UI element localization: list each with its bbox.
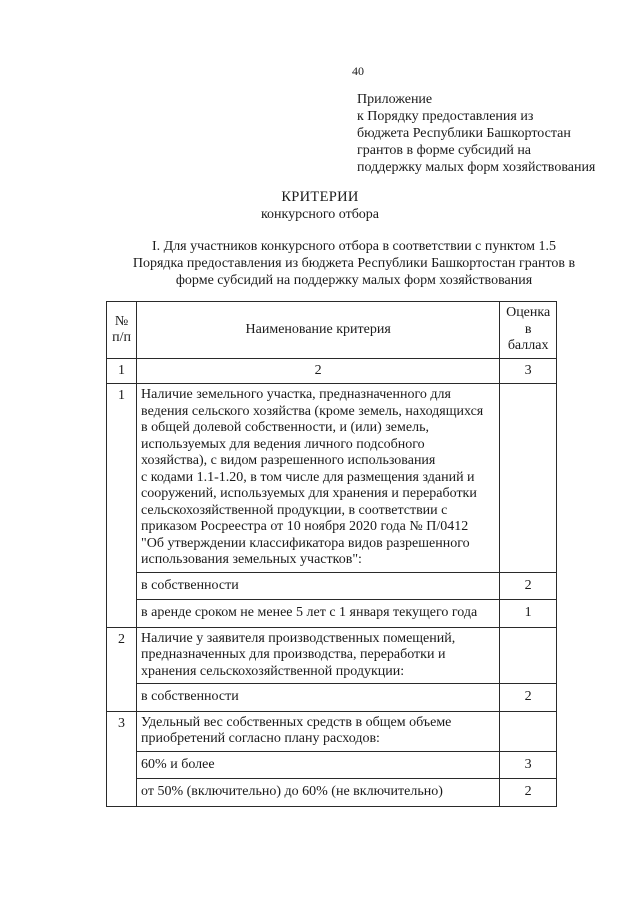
header-num [107, 302, 137, 359]
table-row [107, 572, 557, 600]
page-number: 40 [352, 64, 364, 78]
column-index: 3 [500, 358, 557, 384]
criterion-line: предназначенных для производства, переработки и [141, 647, 446, 662]
option-label: в собственности [137, 572, 500, 600]
option-label: от 50% (включительно) до 60% (не включительно) [137, 779, 500, 807]
header-name: Наименование критерия [137, 302, 500, 359]
criterion-line: сельскохозяйственной продукции, в соответствии с [141, 502, 448, 518]
criterion-line: "Об утверждении классификатора видов разрешенного [141, 535, 470, 551]
criterion-line: Наличие у заявителя производственных помещений, [141, 630, 456, 646]
criterion-line: приказом Росреестра от 10 ноября 2020 года № П/0412 [141, 519, 469, 534]
criterion-score-empty [500, 711, 557, 751]
table-row [107, 384, 557, 573]
criterion-line: хранения сельскохозяйственной продукции: [141, 663, 405, 679]
option-score: 2 [500, 572, 557, 600]
section-heading-line: Порядка предоставления из бюджета Республики Башкортостан грантов в [132, 256, 576, 271]
option-score: 1 [500, 600, 557, 628]
criterion-line: сооружений, используемых для хранения и переработки [141, 486, 477, 501]
column-index-row [107, 358, 557, 384]
option-label: 60% и более [137, 751, 500, 779]
header-num-line: п/п [112, 330, 131, 346]
criterion-number: 2 [107, 627, 137, 711]
appendix-line: к Порядку предоставления из [357, 109, 534, 124]
appendix-reference [357, 91, 595, 176]
header-score-line: баллах [507, 338, 549, 353]
document-subtitle: конкурсного отбора [260, 207, 380, 222]
criterion-line: хозяйства), с видом разрешенного использования [141, 453, 436, 468]
table-row [107, 751, 557, 779]
criterion-text [137, 711, 500, 751]
table-header-row [107, 302, 557, 359]
table-row [107, 684, 557, 712]
section-heading [116, 238, 592, 289]
option-score: 2 [500, 684, 557, 712]
criterion-number: 1 [107, 384, 137, 628]
table-row [107, 600, 557, 628]
criterion-number: 3 [107, 711, 137, 806]
appendix-line: грантов в форме субсидий на [357, 143, 532, 158]
criterion-line: приобретений согласно плану расходов: [141, 731, 380, 746]
criterion-line: Наличие земельного участка, предназначенного для [141, 387, 451, 402]
option-label: в аренде сроком не менее 5 лет с 1 января текущего года [137, 600, 500, 628]
column-index: 1 [107, 358, 137, 384]
table-row [107, 711, 557, 751]
section-heading-line: I. Для участников конкурсного отбора в соответствии с пунктом 1.5 [151, 239, 557, 254]
header-score [500, 302, 557, 359]
criteria-table [106, 301, 557, 807]
criterion-line: в общей долевой собственности, и (или) земель, [141, 420, 429, 435]
header-num-line: № [114, 313, 129, 329]
header-score-line: Оценка в [506, 305, 551, 337]
criterion-line: используемых для ведения личного подсобного [141, 436, 425, 452]
criterion-line: Удельный вес собственных средств в общем объеме [141, 714, 452, 730]
criterion-score-empty [500, 627, 557, 684]
section-heading-line: форме субсидий на поддержку малых форм хозяйствования [175, 273, 533, 288]
document-title: КРИТЕРИИ [281, 189, 359, 205]
appendix-line: Приложение [357, 92, 433, 107]
option-score: 3 [500, 751, 557, 779]
criterion-text [137, 627, 500, 684]
criterion-line: ведения сельского хозяйства (кроме земель, находящихся [141, 403, 484, 419]
option-score: 2 [500, 779, 557, 807]
appendix-line: бюджета Республики Башкортостан [357, 126, 571, 141]
criterion-line: с кодами 1.1-1.20, в том числе для размещения зданий и [141, 469, 475, 485]
appendix-line: поддержку малых форм хозяйствования [357, 160, 596, 175]
table-row [107, 779, 557, 807]
criterion-line: использования земельных участков": [141, 552, 362, 567]
option-label: в собственности [137, 684, 500, 712]
table-row [107, 627, 557, 684]
criterion-text [137, 384, 500, 573]
criterion-score-empty [500, 384, 557, 573]
column-index: 2 [137, 358, 500, 384]
